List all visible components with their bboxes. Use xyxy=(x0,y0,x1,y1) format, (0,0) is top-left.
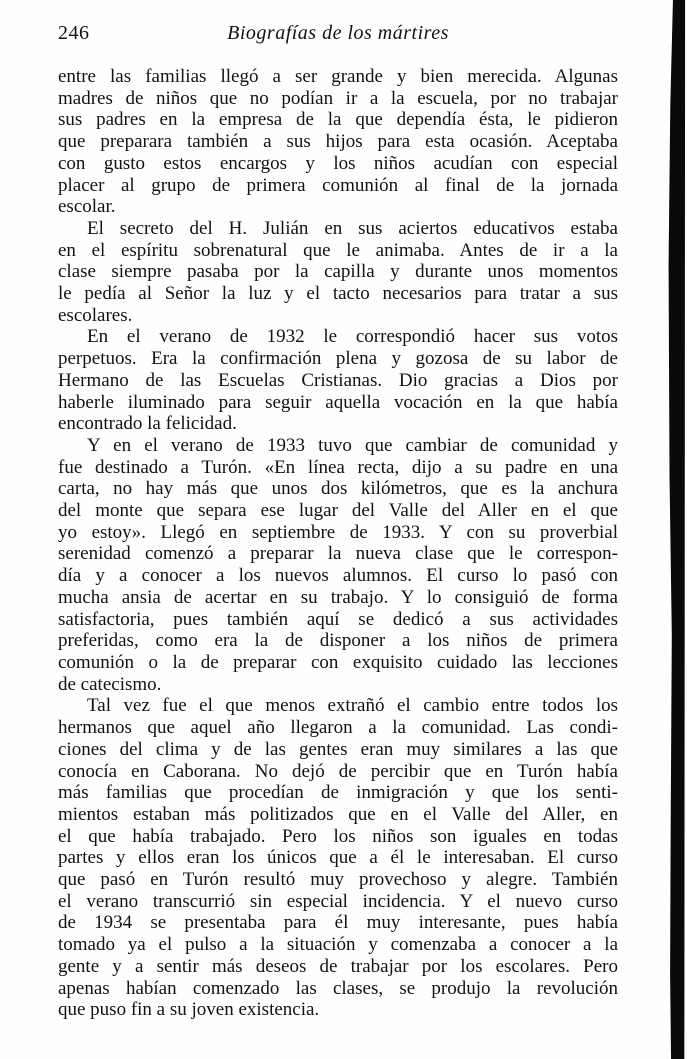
text-line: haberle iluminado para seguir aquella vocación en la que había xyxy=(58,391,618,413)
text-line: Hermano de las Escuelas Cristianas. Dio gracias a Dios por xyxy=(58,369,618,391)
scan-binding-bar-artifact xyxy=(668,0,687,1059)
text-line: de 1934 se presentaba para él muy interesante, pues había xyxy=(58,912,618,934)
text-line: más familias que procedían de inmigración y que los senti- xyxy=(58,782,618,804)
text-line: gente y a sentir más deseos de trabajar por los escolares. Pero xyxy=(58,955,618,977)
text-line: En el verano de 1932 le correspondió hacer sus votos xyxy=(87,326,618,348)
text-line: satisfactoria, pues también aquí se dedicó a sus actividades xyxy=(58,608,618,630)
text-line: conocía en Caborana. No dejó de percibir que en Turón había xyxy=(58,760,618,782)
paragraph xyxy=(58,435,618,695)
text-line: que puso fin a su joven existencia. xyxy=(58,999,320,1021)
text-line: que pasó en Turón resultó muy provechoso y alegre. También xyxy=(58,869,618,891)
text-line: tomado ya el pulso a la situación y comenzaba a conocer a la xyxy=(58,934,618,956)
text-line: apenas habían comenzado las clases, se produjo la revolución xyxy=(58,977,618,999)
text-line: mientos estaban más politizados que en el Valle del Aller, en xyxy=(58,803,618,825)
text-line: del monte que separa ese lugar del Valle del Aller en el que xyxy=(58,500,618,522)
text-line: madres de niños que no podían ir a la escuela, por no trabajar xyxy=(58,87,618,109)
text-line: escolares. xyxy=(58,304,133,326)
text-line: el verano transcurrió sin especial incidencia. Y el nuevo curso xyxy=(58,890,618,912)
text-line: clase siempre pasaba por la capilla y durante unos momentos xyxy=(58,261,618,283)
text-line: fue destinado a Turón. «En línea recta, dijo a su padre en una xyxy=(58,456,618,478)
text-line: el que había trabajado. Pero los niños son iguales en todas xyxy=(58,825,618,847)
text-line: partes y ellos eran los únicos que a él le interesaban. El curso xyxy=(58,847,618,869)
paragraph xyxy=(58,695,618,1021)
text-line: día y a conocer a los nuevos alumnos. El curso lo pasó con xyxy=(58,565,618,587)
paragraph xyxy=(58,326,618,435)
text-line: de catecismo. xyxy=(58,673,162,695)
text-line: que preparara también a sus hijos para esta ocasión. Aceptaba xyxy=(58,131,618,153)
text-line: Y en el verano de 1933 tuvo que cambiar de comunidad y xyxy=(87,434,618,456)
paragraph xyxy=(58,218,618,327)
text-line: encontrado la felicidad. xyxy=(58,413,237,435)
text-line: hermanos que aquel año llegaron a la comunidad. Las condi- xyxy=(58,717,618,739)
text-line: yo estoy». Llegó en septiembre de 1933. Y con su proverbial xyxy=(58,521,618,543)
text-line: perpetuos. Era la confirmación plena y gozosa de su labor de xyxy=(58,348,618,370)
body-text xyxy=(58,66,618,1021)
page-header xyxy=(58,22,618,48)
text-line: sus padres en la empresa de la que dependía ésta, le pidieron xyxy=(58,109,618,131)
text-line: Tal vez fue el que menos extrañó el cambio entre todos los xyxy=(87,695,618,717)
text-line: El secreto del H. Julián en sus aciertos educativos estaba xyxy=(87,217,618,239)
text-line: le pedía al Señor la luz y el tacto necesarios para tratar a sus xyxy=(58,283,618,305)
text-line: en el espíritu sobrenatural que le animaba. Antes de ir a la xyxy=(58,239,618,261)
text-line: con gusto estos encargos y los niños acudían con especial xyxy=(58,152,618,174)
text-line: escolar. xyxy=(58,196,116,218)
text-line: placer al grupo de primera comunión al final de la jornada xyxy=(58,174,618,196)
paragraph xyxy=(58,66,618,218)
text-line: ciones del clima y de las gentes eran muy similares a las que xyxy=(58,738,618,760)
text-line: carta, no hay más que unos dos kilómetros, que es la anchura xyxy=(58,478,618,500)
page-number: 246 xyxy=(58,22,90,44)
text-line: serenidad comenzó a preparar la nueva clase que le correspon- xyxy=(58,543,618,565)
text-line: preferidas, como era la de disponer a los niños de primera xyxy=(58,630,618,652)
text-line: comunión o la de preparar con exquisito cuidado las lecciones xyxy=(58,651,618,673)
text-line: mucha ansia de acertar en su trabajo. Y lo consiguió de forma xyxy=(58,586,618,608)
text-line: entre las familias llegó a ser grande y bien merecida. Algunas xyxy=(58,66,618,87)
running-title: Biografías de los mártires xyxy=(227,22,449,44)
